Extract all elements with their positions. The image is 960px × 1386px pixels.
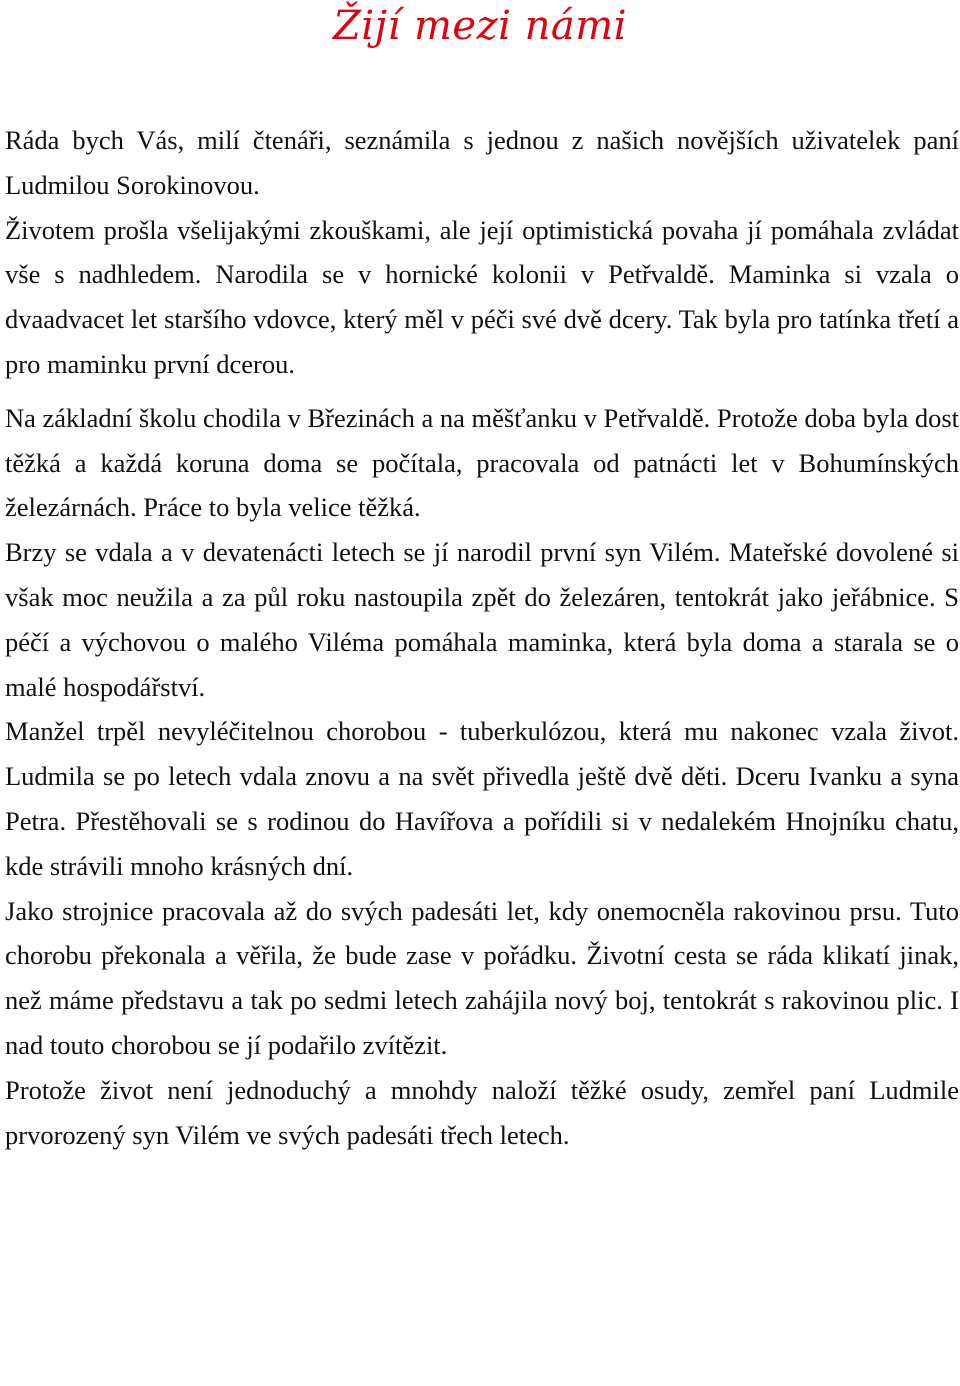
paragraph-spacer <box>5 387 959 396</box>
paragraph-intro: Ráda bych Vás, milí čtenáři, seznámila s jednou z našich novějších uživatelek paní Ludmilou Sorokinovou. <box>5 125 959 200</box>
article-body <box>5 118 959 1157</box>
paragraph-childhood: Životem prošla všelijakými zkouškami, ale její optimistická povaha jí pomáhala zvládat vše s nadhledem. Narodila se v hornické kolonii v Petřvaldě. Maminka si vzala o dvaadvacet let staršího vdovce, který měl v péči své dvě dcery. Tak byla pro tatínka třetí a pro maminku první dcerou. <box>5 214 959 379</box>
paragraph-illness: Jako strojnice pracovala až do svých padesáti let, kdy onemocněla rakovinou prsu. Tuto chorobu překonala a věřila, že bude zase v pořádku. Životní cesta se ráda klikatí jinak, než máme představu a tak po sedmi letech zahájila nový boj, tentokrát s rakovinou plic. I nad touto chorobou se jí podařilo zvítězit. <box>5 895 959 1060</box>
paragraph-first-son: Brzy se vdala a v devatenácti letech se jí narodil první syn Vilém. Mateřské dovolené si však moc neužila a za půl roku nastoupila zpět do železáren, tentokrát jako jeřábnice. S péčí a výchovou o malého Viléma pomáhala maminka, která byla doma a starala se o malé hospodářství. <box>5 537 959 702</box>
paragraph-second-marriage: Manžel trpěl nevyléčitelnou chorobou - tuberkulózou, která mu nakonec vzala život. Ludmila se po letech vdala znovu a na svět přivedla ještě dvě děti. Dceru Ivanku a syna Petra. Přestěhovali se s rodinou do Havířova a pořídili si v nedalekém Hnojníku chatu, kde strávili mnoho krásných dní. <box>5 716 959 881</box>
paragraph-loss: Protože život není jednoduchý a mnohdy naloží těžké osudy, zemřel paní Ludmile prvorozený syn Vilém ve svých padesáti třech letech. <box>5 1074 959 1150</box>
paragraph-school-work: Na základní školu chodila v Březinách a na měšťanku v Petřvaldě. Protože doba byla dost těžká a každá koruna doma se počítala, pracovala od patnácti let v Bohumínských železárnách. Práce to byla velice těžká. <box>5 402 959 523</box>
page-title: Žijí mezi námi <box>332 3 627 49</box>
